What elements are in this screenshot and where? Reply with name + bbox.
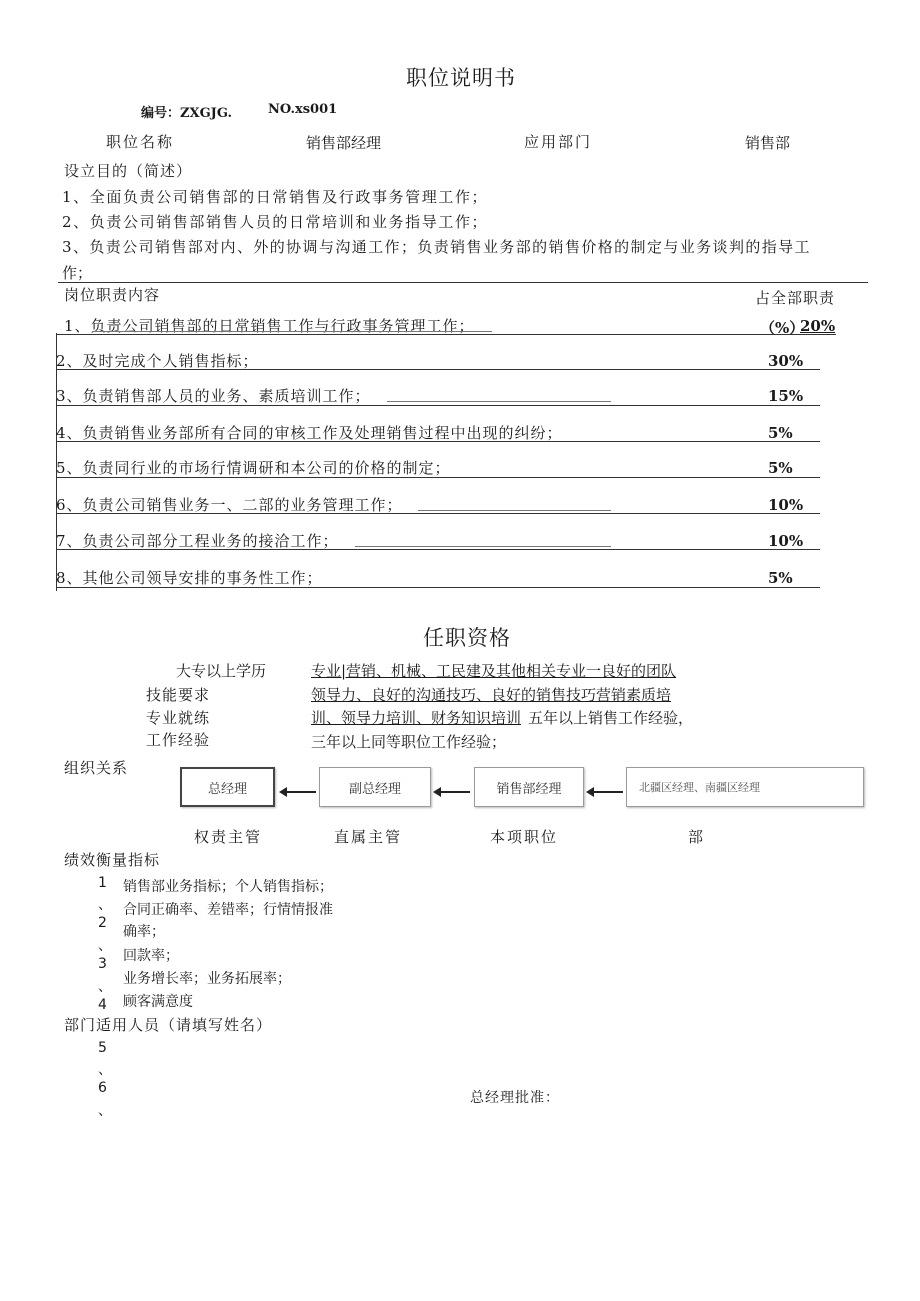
qualification-line: 专业|营销、机械、工民建及其他相关专业一良好的团队 bbox=[311, 662, 677, 680]
row-underline bbox=[418, 510, 611, 511]
row-divider bbox=[56, 549, 820, 550]
org-box-label: 总经理 bbox=[207, 781, 247, 797]
duty-row-pct: 15% bbox=[768, 387, 804, 405]
row-divider bbox=[56, 477, 820, 478]
purpose-heading: 设立目的（简述） bbox=[64, 162, 193, 180]
kpi-item: 合同正确率、差错率；行情情报准 bbox=[123, 902, 333, 918]
kpi-marker: 1 bbox=[98, 875, 107, 891]
duty-row-text: 3、负责销售部人员的业务、素质培训工作； bbox=[56, 387, 371, 405]
staff-heading: 部门适用人员（请填写姓名） bbox=[64, 1016, 273, 1034]
qualification-title: 任职资格 bbox=[423, 626, 511, 650]
table-bottom-border bbox=[56, 587, 820, 588]
purpose-item: 2、负责公司销售部销售人员的日常培训和业务指导工作； bbox=[62, 213, 489, 231]
duty-row-text: 6、负责公司销售业务一、二部的业务管理工作； bbox=[56, 496, 403, 514]
share-heading: 占全部职责 bbox=[755, 289, 836, 307]
row-underline bbox=[92, 331, 492, 332]
qualification-line: 领导力、良好的沟通技巧、良好的销售技巧营销素质培 bbox=[311, 686, 672, 704]
org-caption: 直属主管 bbox=[334, 828, 403, 846]
org-box-general-manager bbox=[180, 767, 275, 807]
row-divider bbox=[56, 369, 820, 370]
staff-marker: 6 bbox=[98, 1080, 107, 1096]
qualification-label: 大专以上学历 bbox=[176, 662, 267, 680]
kpi-item: 顾客满意度 bbox=[123, 994, 193, 1010]
qualification-line-tail: 五年以上销售工作经验， bbox=[528, 709, 694, 727]
kpi-heading: 绩效衡量指标 bbox=[64, 851, 161, 869]
duties-heading: 岗位职责内容 bbox=[64, 286, 161, 304]
org-arrow-icon bbox=[281, 791, 316, 793]
duty-row-pct: 5% bbox=[768, 569, 793, 587]
row-divider bbox=[56, 513, 820, 514]
duty-row-pct: 20% bbox=[800, 317, 836, 335]
duty-row-text: 2、及时完成个人销售指标； bbox=[56, 352, 259, 370]
kpi-item: 业务增长率；业务拓展率； bbox=[123, 971, 291, 987]
qualification-label: 技能要求 bbox=[146, 686, 211, 704]
purpose-item: 作； bbox=[62, 264, 93, 282]
staff-marker: 、 bbox=[98, 1062, 112, 1078]
org-box-sales-manager bbox=[474, 767, 584, 807]
table-top-border bbox=[58, 282, 868, 283]
kpi-marker: 、 bbox=[98, 938, 112, 954]
department-value: 销售部 bbox=[745, 134, 791, 152]
org-heading: 组织关系 bbox=[64, 759, 129, 777]
kpi-marker: 3 bbox=[98, 956, 107, 972]
kpi-item: 销售部业务指标；个人销售指标； bbox=[123, 879, 333, 895]
kpi-marker: 2 bbox=[98, 915, 107, 931]
position-name-value: 销售部经理 bbox=[306, 134, 382, 152]
row-underline bbox=[355, 546, 611, 547]
org-caption: 本项职位 bbox=[490, 828, 559, 846]
kpi-item: 回款率； bbox=[123, 948, 179, 964]
document-code: 编号：ZXGJG. bbox=[141, 106, 232, 121]
kpi-item: 确率； bbox=[123, 924, 165, 940]
duty-row-text: 7、负责公司部分工程业务的接洽工作； bbox=[56, 532, 339, 550]
purpose-item: 1、全面负责公司销售部的日常销售及行政事务管理工作； bbox=[62, 188, 489, 206]
approval-label: 总经理批准： bbox=[470, 1090, 560, 1106]
org-box-label: 北疆区经理、南疆区经理 bbox=[639, 781, 760, 794]
org-caption: 权责主管 bbox=[194, 828, 263, 846]
row-divider bbox=[56, 441, 820, 442]
duty-row-pct: 10% bbox=[768, 496, 804, 514]
share-prefix: （%） bbox=[760, 319, 805, 337]
row-divider bbox=[56, 334, 836, 335]
org-arrow-icon bbox=[435, 791, 470, 793]
qualification-label: 工作经验 bbox=[146, 731, 211, 749]
org-box-label: 副总经理 bbox=[348, 781, 401, 797]
duty-row-text: 4、负责销售业务部所有合同的审核工作及处理销售过程中出现的纠纷； bbox=[56, 424, 563, 442]
page-title: 职位说明书 bbox=[406, 66, 516, 90]
qualification-line: 三年以上同等职位工作经验； bbox=[311, 733, 507, 751]
purpose-item: 3、负责公司销售部对内、外的协调与沟通工作；负责销售业务部的销售价格的制定与业务谈判的指导工 bbox=[62, 238, 811, 256]
staff-marker: 5 bbox=[98, 1040, 107, 1056]
staff-marker: 、 bbox=[98, 1103, 112, 1119]
row-divider bbox=[56, 405, 820, 406]
qualification-label: 专业就练 bbox=[146, 709, 211, 727]
org-caption: 部 bbox=[688, 828, 704, 846]
kpi-marker: 、 bbox=[98, 897, 112, 913]
kpi-marker: 4 bbox=[98, 997, 107, 1013]
org-box-label: 销售部经理 bbox=[496, 781, 562, 797]
duty-row-pct: 5% bbox=[768, 459, 793, 477]
qualification-line: 训、领导力培训、财务知识培训 bbox=[311, 709, 522, 727]
kpi-marker: 、 bbox=[98, 979, 112, 995]
position-name-label: 职位名称 bbox=[106, 133, 175, 151]
department-label: 应用部门 bbox=[524, 133, 593, 151]
duty-row-text: 1、负责公司销售部的日常销售工作与行政事务管理工作； bbox=[64, 317, 475, 335]
duty-row-text: 5、负责同行业的市场行情调研和本公司的价格的制定； bbox=[56, 459, 451, 477]
org-box-regional-managers bbox=[626, 767, 864, 807]
duty-row-pct: 5% bbox=[768, 424, 793, 442]
org-box-deputy-manager bbox=[319, 767, 431, 807]
duty-row-pct: 10% bbox=[768, 532, 804, 550]
duty-row-text: 8、其他公司领导安排的事务性工作； bbox=[56, 569, 323, 587]
duty-row-pct: 30% bbox=[768, 352, 804, 370]
document-number: NO.xs001 bbox=[268, 102, 338, 117]
org-arrow-icon bbox=[588, 791, 623, 793]
row-underline bbox=[387, 401, 611, 402]
